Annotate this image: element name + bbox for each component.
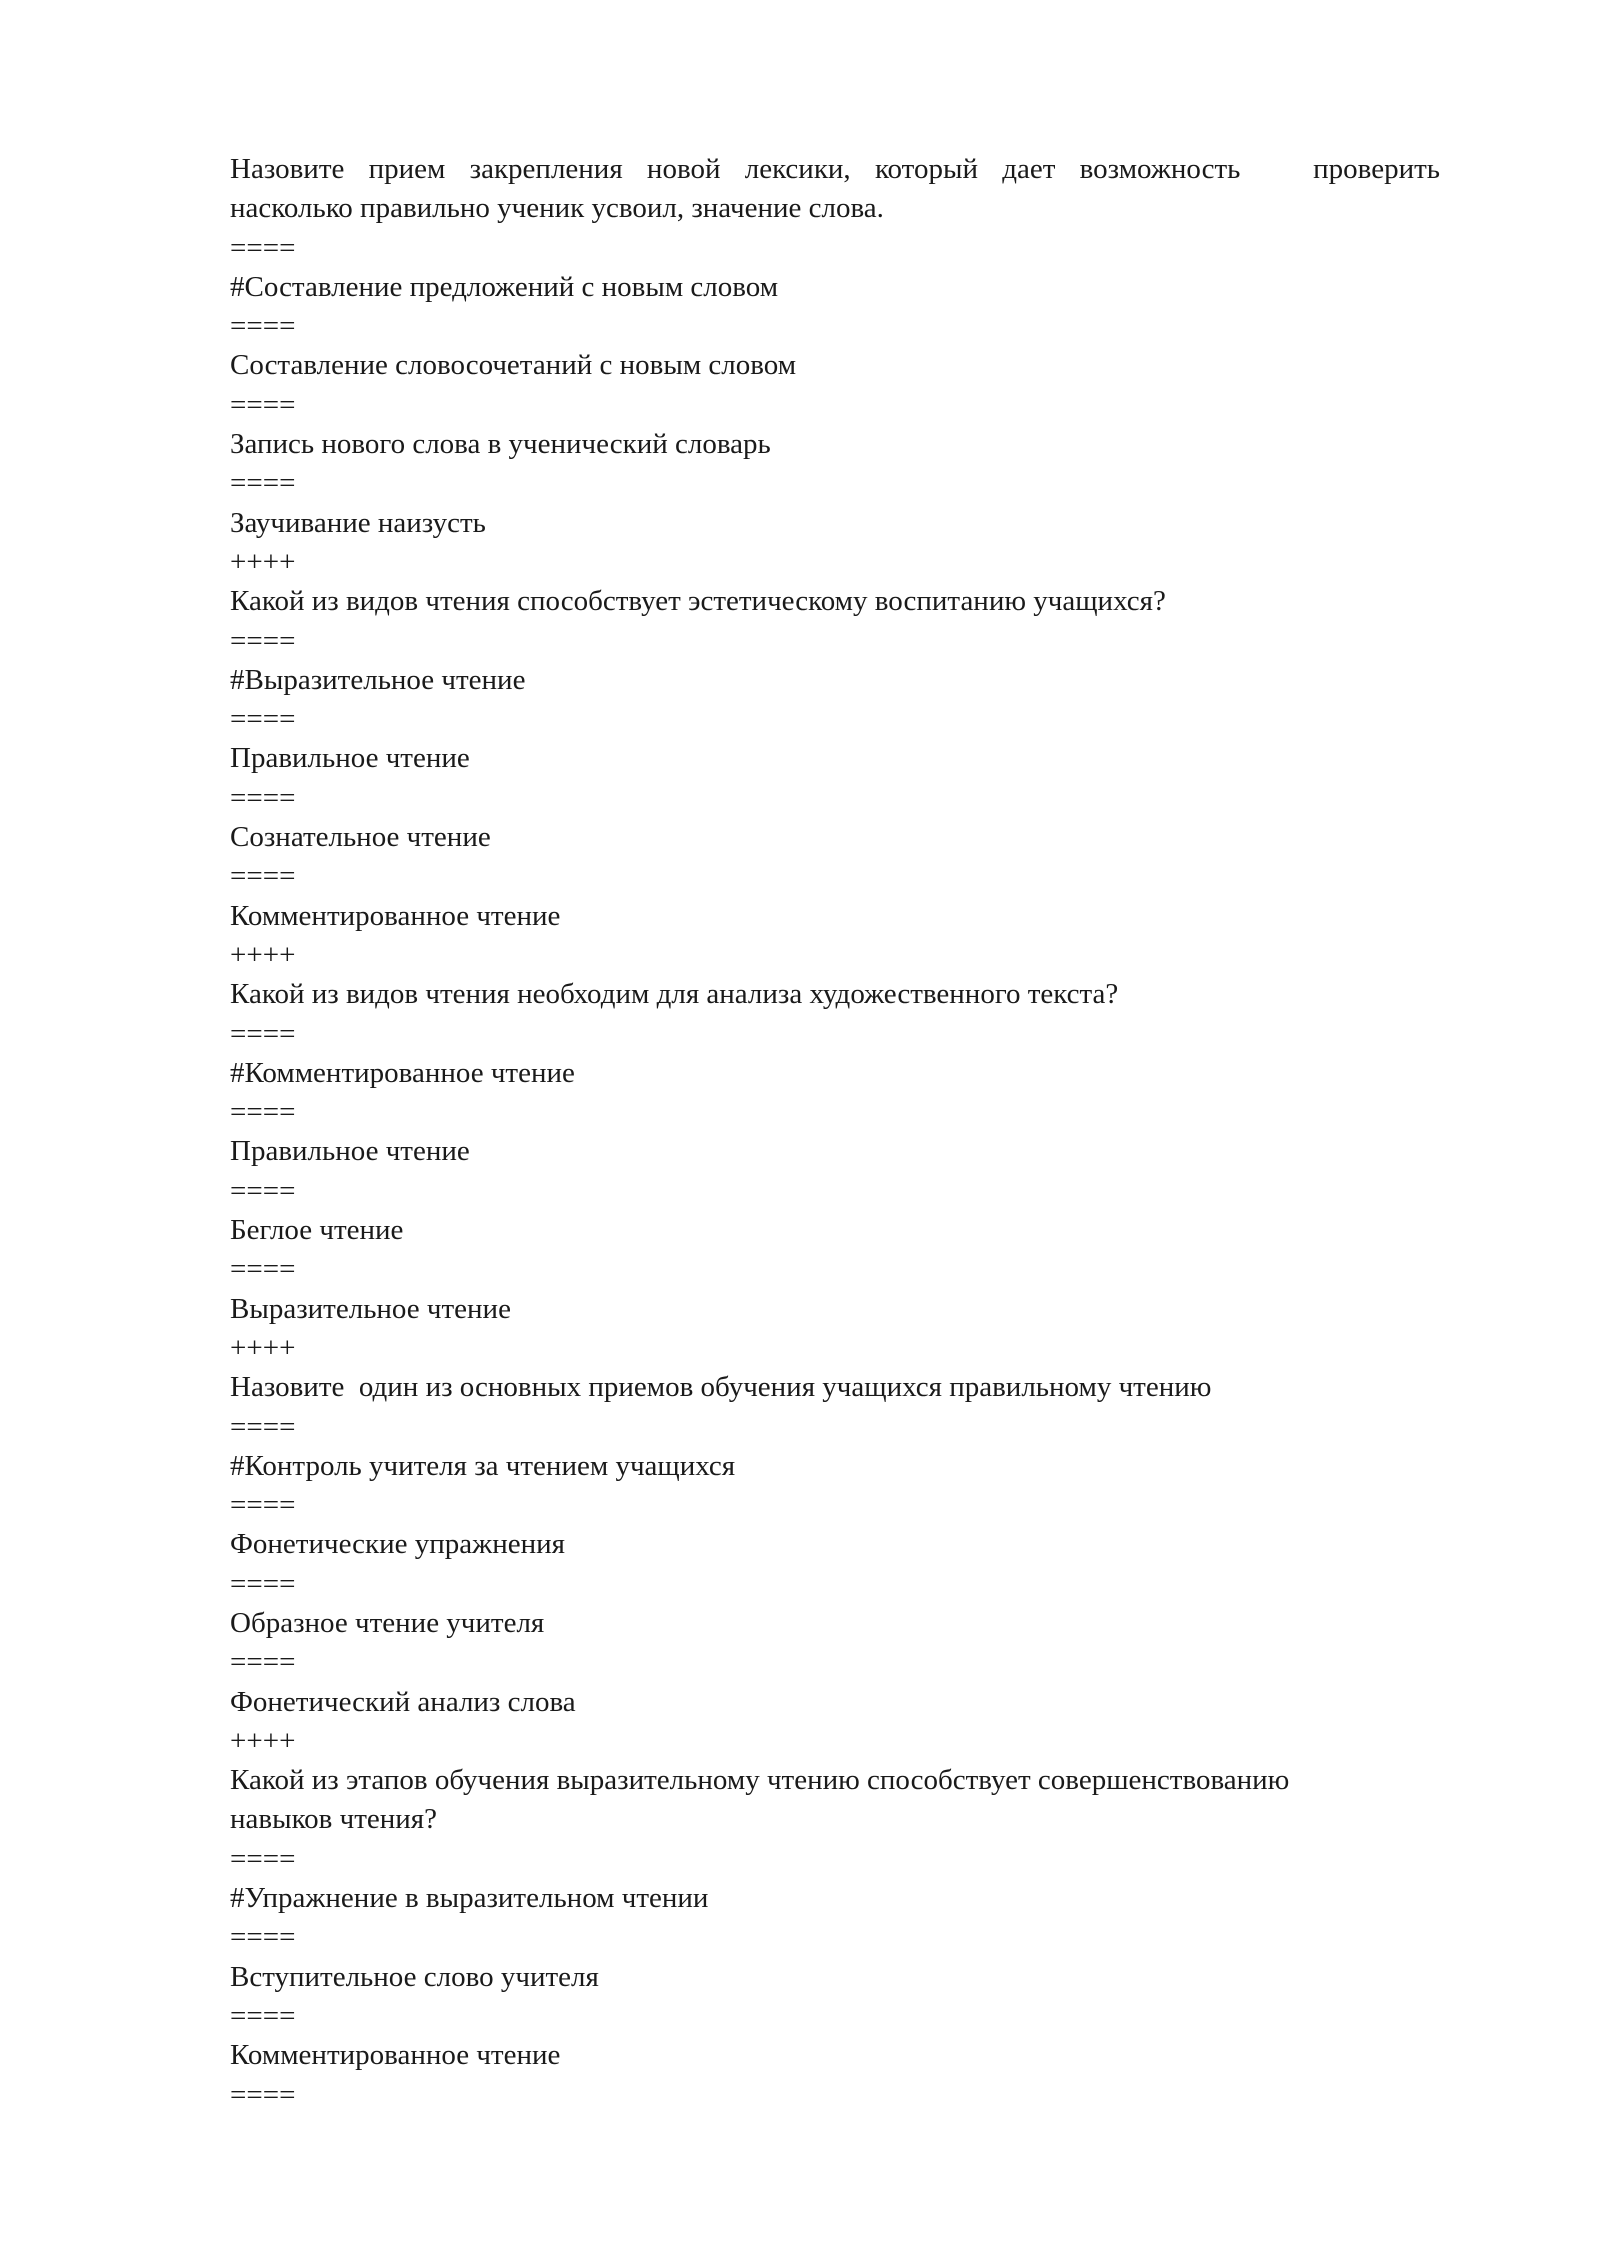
correct-answer: #Составление предложений с новым словом	[230, 270, 779, 303]
answer-separator: ====	[230, 1489, 296, 1522]
answer-option: Фонетические упражнения	[230, 1528, 565, 1561]
answer-option: Заучивание наизусть	[230, 506, 486, 539]
answer-separator: ====	[230, 1921, 296, 1954]
answer-option: Сознательное чтение	[230, 821, 491, 854]
answer-option: Вступительное слово учителя	[230, 1960, 599, 1993]
answer-separator: ====	[230, 1253, 296, 1286]
answer-separator: ====	[230, 1096, 296, 1129]
answer-option: Выразительное чтение	[230, 1292, 511, 1325]
answer-separator: ====	[230, 1174, 296, 1207]
answer-separator: ====	[230, 467, 296, 500]
question-text: Какой из этапов обучения выразительному чтению способствует совершенствованию	[230, 1764, 1290, 1797]
answer-separator: ====	[230, 781, 296, 814]
answer-separator: ====	[230, 388, 296, 421]
answer-option: Составление словосочетаний с новым словом	[230, 349, 797, 382]
answer-separator: ====	[230, 1842, 296, 1875]
answer-separator: ====	[230, 624, 296, 657]
correct-answer: #Упражнение в выразительном чтении	[230, 1882, 709, 1915]
question-text: навыков чтения?	[230, 1803, 438, 1836]
answer-option: Правильное чтение	[230, 1135, 470, 1168]
answer-separator: ====	[230, 1410, 296, 1443]
answer-separator: ====	[230, 1567, 296, 1600]
answer-option: Беглое чтение	[230, 1214, 404, 1247]
answer-separator: ====	[230, 2078, 296, 2111]
question-separator: ++++	[230, 1724, 296, 1757]
answer-separator: ====	[230, 1017, 296, 1050]
question-text: Назовите прием закрепления новой лексики, который дает возможность проверить	[230, 153, 1440, 185]
answer-separator: ====	[230, 1999, 296, 2032]
answer-option: Фонетический анализ слова	[230, 1685, 576, 1718]
question-text: насколько правильно ученик усвоил, значение слова.	[230, 192, 884, 225]
answer-option: Правильное чтение	[230, 742, 470, 775]
correct-answer: #Контроль учителя за чтением учащихся	[230, 1449, 736, 1482]
answer-separator: ====	[230, 703, 296, 736]
answer-separator: ====	[230, 310, 296, 343]
answer-option: Комментированное чтение	[230, 2039, 561, 2072]
question-text: Какой из видов чтения способствует эстетическому воспитанию учащихся?	[230, 585, 1166, 618]
answer-option: Комментированное чтение	[230, 899, 561, 932]
question-separator: ++++	[230, 545, 296, 578]
correct-answer: #Комментированное чтение	[230, 1056, 575, 1089]
question-text: Назовите один из основных приемов обучения учащихся правильному чтению	[230, 1371, 1212, 1404]
correct-answer: #Выразительное чтение	[230, 663, 526, 696]
answer-separator: ====	[230, 1646, 296, 1679]
question-text: Какой из видов чтения необходим для анализа художественного текста?	[230, 978, 1119, 1011]
answer-option: Запись нового слова в ученический словарь	[230, 428, 771, 461]
document-page	[230, 150, 1440, 2115]
question-separator: ++++	[230, 1331, 296, 1364]
answer-separator: ====	[230, 231, 296, 264]
answer-option: Образное чтение учителя	[230, 1606, 545, 1639]
answer-separator: ====	[230, 860, 296, 893]
question-separator: ++++	[230, 938, 296, 971]
